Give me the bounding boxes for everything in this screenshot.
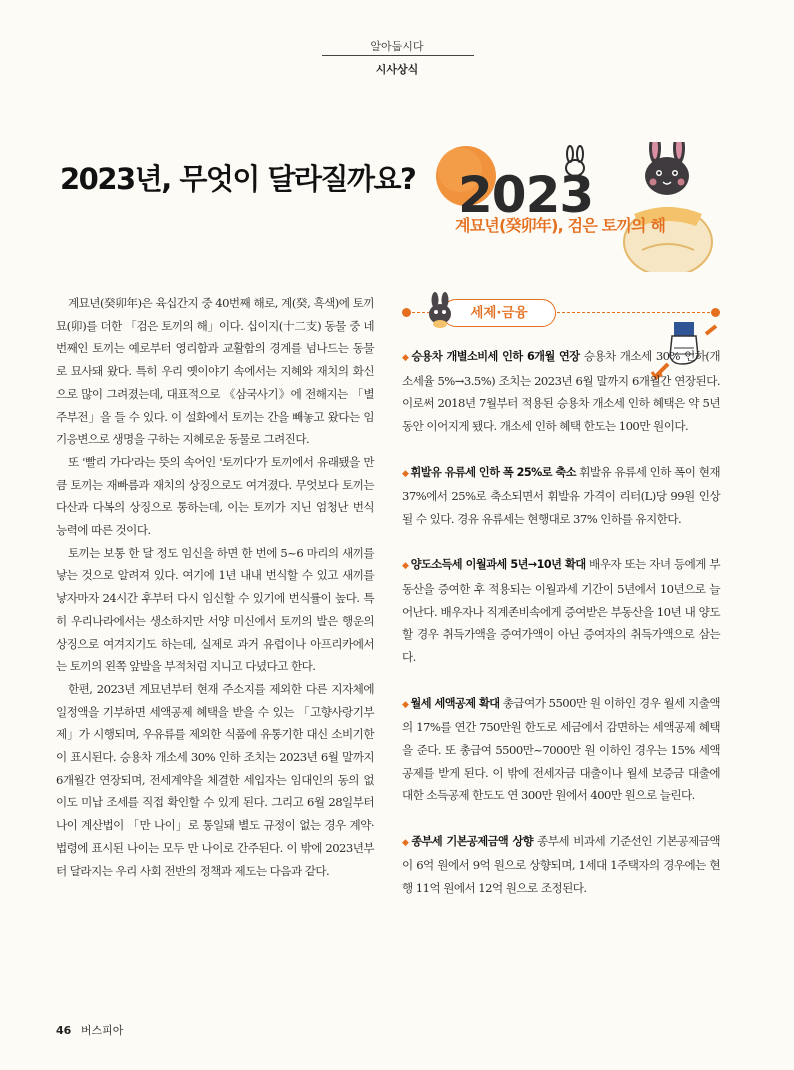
rabbit-icon [645, 142, 689, 195]
item-title: ◆ 종부세 기본공제금액 상향 [402, 835, 533, 848]
item-title: ◆ 양도소득세 이월과세 5년→10년 확대 [402, 558, 586, 571]
list-item [402, 692, 720, 808]
list-item [402, 553, 720, 669]
page-number: 46 [56, 1024, 72, 1037]
item-body: 휘발유 유류세 인하 폭이 현재 37%에서 25%로 축소되면서 휘발유 가격이 리터(L)당 99원 인상될 수 있다. 경유 유류세는 현행대로 37% 인하를 유지한다. [402, 464, 720, 526]
list-item [402, 345, 720, 438]
dot-icon [711, 308, 720, 317]
year-text: 2023 [458, 166, 594, 224]
list-item [402, 830, 720, 900]
item-body: 배우자 또는 자녀 등에게 부동산을 증여한 후 적용되는 이월과세 기간이 5년에서 10년으로 늘어난다. 배우자나 직계존비속에게 증여받은 부동산을 10년 내 양도할 경우 취득가액을 증여가액이 아닌 증여자의 취득가액으로 삼는다. [402, 557, 721, 665]
page-footer [56, 1022, 123, 1038]
section-label: 알아둡시다 [370, 40, 424, 53]
intro-paragraph: 계묘년(癸卯年)은 육십간지 중 40번째 해로, 계(癸, 흑색)에 토끼 묘(卯)를 더한 「검은 토끼의 해」이다. 십이지(十二支) 동물 중 네 번째인 토끼는 예로부터 영리함과 교활함의 경계를 넘나드는 동물로 묘사돼 왔다. 특히 우리 옛이야기 속에서는 지혜와 재치의 화신으로 많이 그려졌는데, 대표적으로 《삼국사기》에 전해지는 「별주부전」을 들 수 있다. 이 설화에서 토끼는 간을 빼놓고 왔다는 임기응변으로 생명을 구하는 지혜로운 동물로 그려진다. [56, 296, 374, 447]
item-body: 승용차 개소세 30% 인하(개소세율 5%→3.5%) 조치는 2023년 6월 말까지 6개월간 연장된다. 이로써 2018년 7월부터 적용된 승용차 개소세 인하 혜택은 약 5년 동안 이어지게 됐다. 개소세 인하 혜택 한도는 100만 원이다. [402, 349, 721, 434]
header-divider [322, 55, 474, 56]
subsection-label: 시사상식 [375, 63, 419, 76]
item-body: 총급여가 5500만 원 이하인 경우 월세 지출액의 17%를 연간 750만원 한도로 세금에서 감면하는 세액공제 혜택을 준다. 또 총급여 5500만~7000만 원 이하인 경우는 15% 세액공제를 받게 된다. 이 밖에 전세자금 대출이나 월세 보증금 대출에 대한 소득공제 한도도 연 300만 원에서 400만 원으로 늘린다. [402, 695, 721, 803]
section-badge: 세제·금융 [442, 299, 556, 327]
dot-icon [402, 308, 411, 317]
rabbit-icon [424, 292, 456, 328]
list-item [402, 461, 720, 531]
magazine-name: 버스피아 [80, 1024, 124, 1037]
item-title: ◆ 승용차 개별소비세 인하 6개월 연장 [402, 350, 580, 363]
intro-paragraph: 한편, 2023년 계묘년부터 현재 주소지를 제외한 다른 지자체에 일정액을 기부하면 세액공제 혜택을 받을 수 있는 「고향사랑기부제」가 시행되며, 우유류를 제외한 식품에 유통기한 대신 소비기한이 표시된다. 승용차 개소세 30% 인하 조치는 2023년 6월 말까지 6개월간 연장되며, 전세계약을 체결한 세입자는 임대인의 동의 없이도 미납 조세를 직접 확인할 수 있게 된다. 그리고 6월 28일부터 나이 계산법이 「만 나이」로 통일돼 별도 규정이 없는 경우 계약·법령에 표시된 나이는 모두 만 나이로 간주된다. 이 밖에 2023년부터 달라지는 우리 사회 전반의 정책과 제도는 다음과 같다. [56, 681, 374, 878]
item-title: ◆ 휘발유 유류세 인하 폭 25%로 축소 [402, 466, 576, 479]
year-banner-art [420, 142, 720, 272]
year-subtitle: 계묘년(癸卯年), 검은 토끼의 해 [455, 216, 666, 235]
items-column [402, 345, 720, 923]
page-title: 2023년, 무엇이 달라질까요? [60, 162, 416, 196]
item-title: ◆ 월세 세액공제 확대 [402, 697, 500, 710]
intro-paragraph: 토끼는 보통 한 달 정도 임신을 하면 한 번에 5~6 마리의 새끼를 낳는 것으로 알려져 있다. 여기에 1년 내내 번식할 수 있고 새끼를 낳자마자 24시간 후부터 다시 임신할 수 있기에 번식률이 높다. 특히 우리나라에서는 생소하지만 서양 미신에서 토끼의 발은 행운의 상징으로 여겨지기도 하는데, 실제로 과거 유럽이나 아프리카에서는 토끼의 왼쪽 앞발을 부적처럼 지니고 다녔다고 한다. [56, 545, 374, 674]
intro-column [56, 292, 374, 882]
item-body: 종부세 비과세 기준선인 기본공제금액이 6억 원에서 9억 원으로 상향되며, 1세대 1주택자의 경우에는 현행 11억 원에서 12억 원으로 조정된다. [402, 833, 720, 896]
intro-paragraph: 또 '빨리 가다'라는 뜻의 속어인 '토끼다'가 토끼에서 유래됐을 만큼 토끼는 재빠름과 재치의 상징으로도 여겨졌다. 무엇보다 토끼는 다산과 다복의 상징으로 통하는데, 이는 토끼가 지닌 엄청난 번식 능력에 따른 것이다. [56, 454, 374, 538]
